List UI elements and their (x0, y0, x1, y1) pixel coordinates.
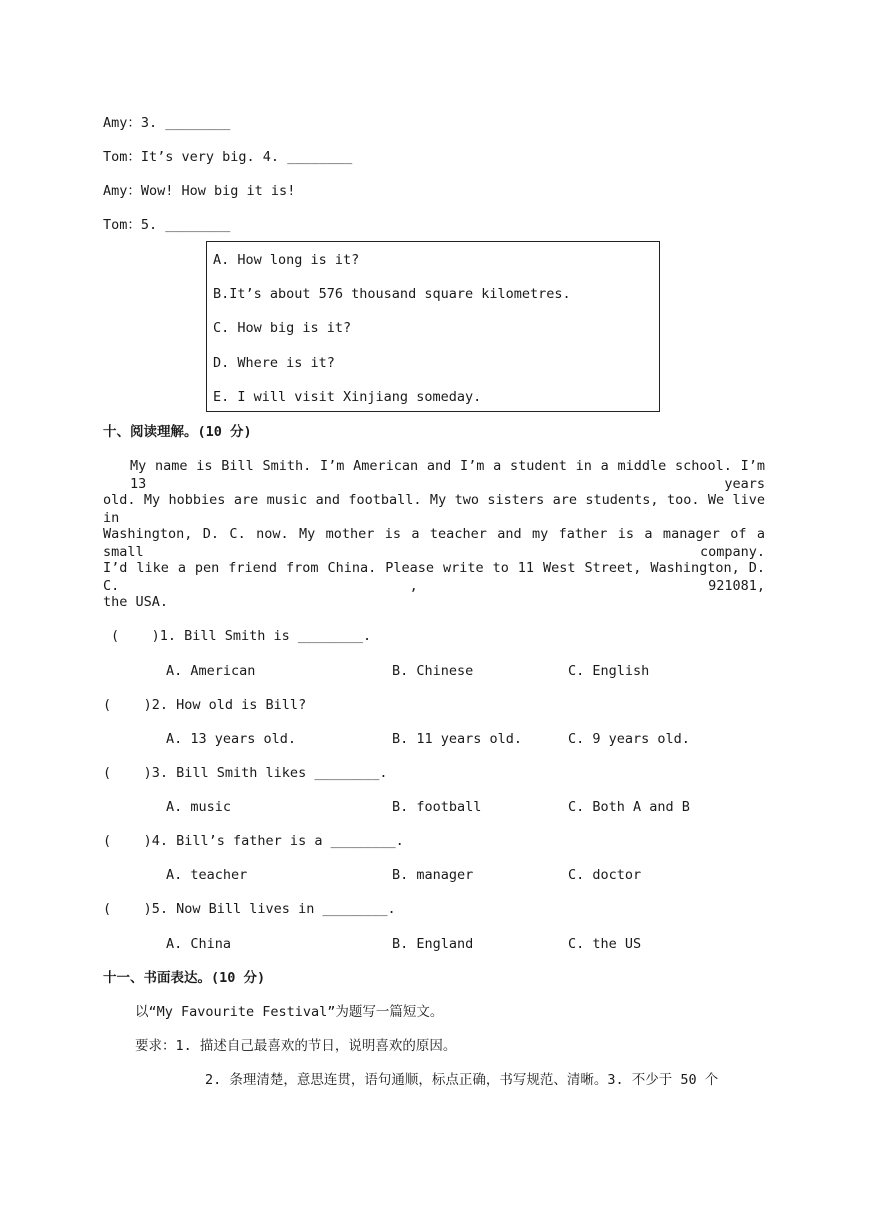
question-5-stem: ( )5. Now Bill lives in ________. (103, 901, 396, 917)
passage-line-5: the USA. (103, 594, 169, 610)
dialogue-line-4: Tom：5. ________ (103, 217, 231, 233)
requirement-1: 要求：1. 描述自己最喜欢的节日，说明喜欢的原因。 (135, 1038, 457, 1054)
question-1-option-b: B. Chinese (392, 663, 474, 679)
question-5-option-c: C. the US (568, 936, 642, 952)
dialogue-line-3: Amy：Wow! How big it is! (103, 183, 296, 199)
question-3-stem: ( )3. Bill Smith likes ________. (103, 765, 388, 781)
question-1-stem: ( )1. Bill Smith is ________. (111, 628, 372, 644)
question-4-option-a: A. teacher (166, 867, 248, 883)
option-b: B.It’s about 576 thousand square kilometres. (213, 286, 571, 302)
question-5-option-a: A. China (166, 936, 232, 952)
option-d: D. Where is it? (213, 355, 335, 371)
option-a: A. How long is it? (213, 252, 360, 268)
dialogue-line-1: Amy：3. ________ (103, 115, 231, 131)
option-c: C. How big is it? (213, 320, 352, 336)
section-11-heading: 十一、书面表达。(10 分) (103, 970, 266, 986)
question-3-option-c: C. Both A and B (568, 799, 690, 815)
writing-prompt: 以“My Favourite Festival”为题写一篇短文。 (135, 1004, 444, 1020)
passage-line-1: My name is Bill Smith. I’m American and I’m a student in a middle school. I’m 13 years (130, 458, 765, 492)
requirement-2: 2. 条理清楚，意思连贯，语句通顺，标点正确，书写规范、清晰。3. 不少于 50 个 (205, 1072, 719, 1088)
question-2-option-b: B. 11 years old. (392, 731, 523, 747)
question-1-option-a: A. American (166, 663, 256, 679)
question-1-option-c: C. English (568, 663, 650, 679)
section-10-heading: 十、阅读理解。(10 分) (103, 424, 252, 440)
question-2-option-a: A. 13 years old. (166, 731, 297, 747)
question-2-stem: ( )2. How old is Bill? (103, 697, 307, 713)
question-5-option-b: B. England (392, 936, 474, 952)
question-4-option-c: C. doctor (568, 867, 642, 883)
option-e: E. I will visit Xinjiang someday. (213, 389, 482, 405)
question-3-option-b: B. football (392, 799, 482, 815)
passage-line-4: I’d like a pen friend from China. Please write to 11 West Street, Washington, D. C. , 921081, (103, 560, 765, 594)
question-4-option-b: B. manager (392, 867, 474, 883)
question-4-stem: ( )4. Bill’s father is a ________. (103, 833, 404, 849)
passage-line-3: Washington, D. C. now. My mother is a teacher and my father is a manager of a small company. (103, 526, 765, 560)
passage-line-2: old. My hobbies are music and football. My two sisters are students, too. We live in (103, 492, 765, 526)
question-3-option-a: A. music (166, 799, 232, 815)
dialogue-line-2: Tom：It’s very big. 4. ________ (103, 149, 353, 165)
question-2-option-c: C. 9 years old. (568, 731, 690, 747)
